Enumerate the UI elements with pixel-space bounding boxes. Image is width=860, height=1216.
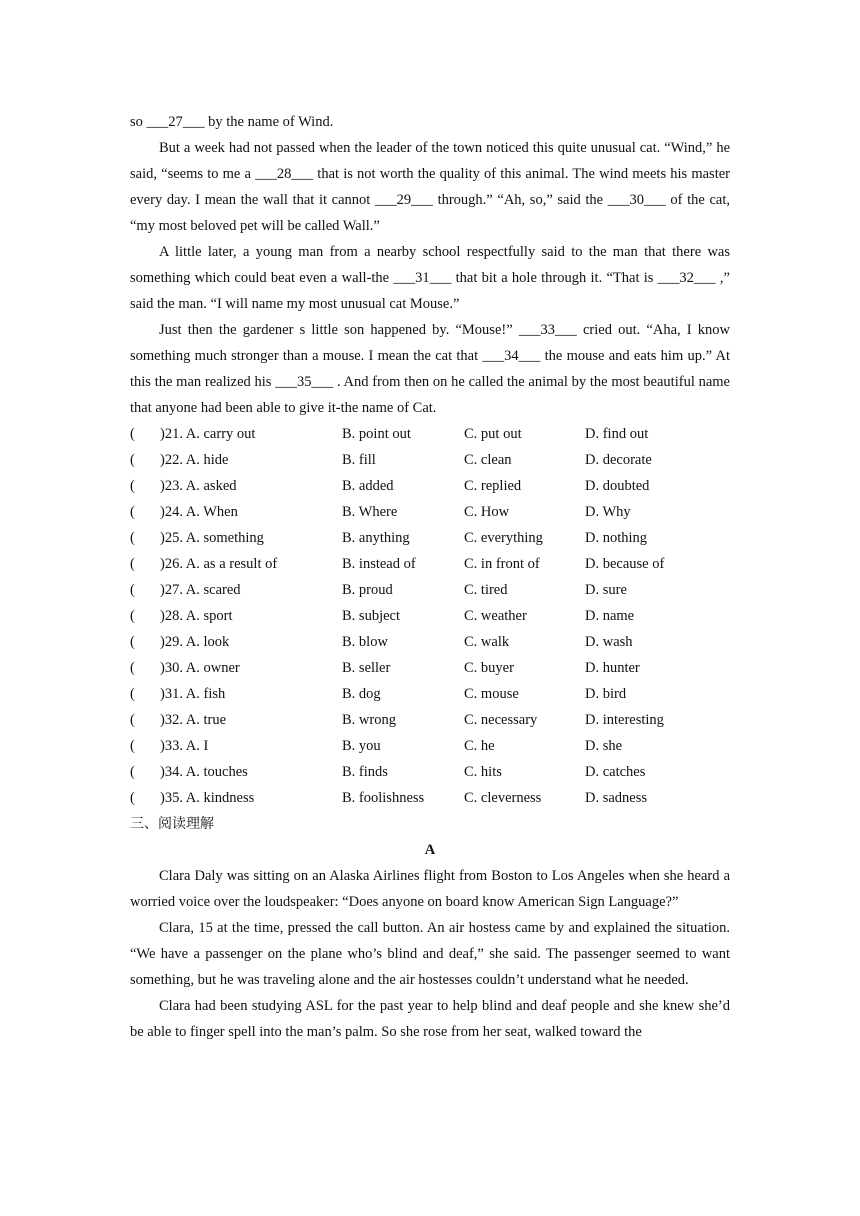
- option-c: C. cleverness: [464, 790, 542, 806]
- question-row: [130, 551, 730, 577]
- question-row: [130, 759, 730, 785]
- option-d: D. because of: [585, 556, 665, 572]
- option-c: C. necessary: [464, 712, 538, 728]
- answer-blank: (: [130, 712, 135, 728]
- option-b: B. fill: [342, 452, 376, 468]
- option-d: D. nothing: [585, 530, 648, 546]
- option-c: C. walk: [464, 634, 510, 650]
- option-d: D. she: [585, 738, 623, 754]
- option-d: D. sure: [585, 582, 627, 598]
- section-title: 三、阅读理解: [130, 816, 214, 832]
- option-d: D. doubted: [585, 478, 650, 494]
- question-row: [130, 499, 730, 525]
- option-a: )30. A. owner: [160, 660, 240, 676]
- option-a: )27. A. scared: [160, 582, 241, 598]
- option-d: D. hunter: [585, 660, 640, 676]
- option-a: )35. A. kindness: [160, 790, 255, 806]
- option-d: D. catches: [585, 764, 646, 780]
- reading-paragraph: Clara Daly was sitting on an Alaska Airlines flight from Boston to Los Angeles when she heard a worried voice over the loudspeaker: “Does anyone on board know American Sign Language?”: [130, 868, 730, 910]
- option-a: )22. A. hide: [160, 452, 229, 468]
- option-d: D. wash: [585, 634, 633, 650]
- option-d: D. sadness: [585, 790, 648, 806]
- reading-paragraph: Clara, 15 at the time, pressed the call button. An air hostess came by and explained the situation. “We have a passenger on the plane who’s blind and deaf,” she said. The passenger seemed to want something, but he was traveling alone and the air hostesses couldn’t understand what he needed.: [130, 920, 730, 988]
- option-b: B. foolishness: [342, 790, 425, 806]
- option-c: C. weather: [464, 608, 527, 624]
- passage-title: A: [424, 842, 436, 858]
- option-b: B. you: [342, 738, 381, 754]
- option-d: D. decorate: [585, 452, 652, 468]
- option-b: B. dog: [342, 686, 381, 702]
- answer-blank: (: [130, 634, 135, 650]
- option-d: D. Why: [585, 504, 631, 520]
- option-b: B. finds: [342, 764, 388, 780]
- option-a: )29. A. look: [160, 634, 230, 650]
- question-row: [130, 733, 730, 759]
- question-row: [130, 681, 730, 707]
- answer-blank: (: [130, 556, 135, 572]
- option-d: D. bird: [585, 686, 627, 702]
- answer-blank: (: [130, 582, 135, 598]
- question-row: [130, 603, 730, 629]
- answer-blank: (: [130, 478, 135, 494]
- option-b: B. added: [342, 478, 394, 494]
- option-c: C. tired: [464, 582, 508, 598]
- document-page: [130, 109, 730, 1045]
- answer-blank: (: [130, 660, 135, 676]
- question-row: [130, 629, 730, 655]
- option-c: C. replied: [464, 478, 522, 494]
- question-row: [130, 447, 730, 473]
- option-c: C. he: [464, 738, 495, 754]
- answer-blank: (: [130, 530, 135, 546]
- option-c: C. buyer: [464, 660, 514, 676]
- question-row: [130, 525, 730, 551]
- option-d: D. name: [585, 608, 635, 624]
- answer-blank: (: [130, 790, 135, 806]
- cloze-line: so ___27___ by the name of Wind.: [130, 114, 334, 130]
- option-b: B. blow: [342, 634, 388, 650]
- answer-blank: (: [130, 608, 135, 624]
- option-b: B. anything: [342, 530, 410, 546]
- option-b: B. wrong: [342, 712, 396, 728]
- option-a: )31. A. fish: [160, 686, 226, 702]
- option-a: )26. A. as a result of: [160, 556, 278, 572]
- cloze-paragraph: But a week had not passed when the leader of the town noticed this quite unusual cat. “Wind,” he said, “seems to me a ___28___ that is not worth the quality of this animal. The wind meets his master every day. I mean the wall that it cannot ___29___ through.” “Ah, so,” said the ___30___ of the cat, “my most beloved pet will be called Wall.”: [130, 140, 730, 234]
- question-row: [130, 421, 730, 447]
- option-b: B. Where: [342, 504, 398, 520]
- question-row: [130, 785, 730, 811]
- option-c: C. hits: [464, 764, 502, 780]
- answer-blank: (: [130, 686, 135, 702]
- option-c: C. put out: [464, 426, 522, 442]
- answer-blank: (: [130, 426, 135, 442]
- question-row: [130, 473, 730, 499]
- option-a: )21. A. carry out: [160, 426, 256, 442]
- option-b: B. proud: [342, 582, 393, 598]
- question-row: [130, 655, 730, 681]
- option-c: C. everything: [464, 530, 543, 546]
- cloze-paragraph: Just then the gardener s little son happened by. “Mouse!” ___33___ cried out. “Aha, I know something much stronger than a mouse. I mean the cat that ___34___ the mouse and eats him up.” At this the man realized his ___35___ . And from then on he called the animal by the most beautiful name that anyone had been able to give it-the name of Cat.: [130, 322, 730, 416]
- option-a: )34. A. touches: [160, 764, 248, 780]
- option-b: B. instead of: [342, 556, 416, 572]
- option-c: C. in front of: [464, 556, 540, 572]
- cloze-paragraph: A little later, a young man from a nearby school respectfully said to the man that there was something which could beat even a wall-the ___31___ that bit a hole through it. “That is ___32___ ,” said the man. “I will name my most unusual cat Mouse.”: [130, 244, 730, 312]
- option-a: )25. A. something: [160, 530, 264, 546]
- option-c: C. mouse: [464, 686, 519, 702]
- option-c: C. How: [464, 504, 510, 520]
- option-b: B. seller: [342, 660, 391, 676]
- question-row: [130, 577, 730, 603]
- option-b: B. subject: [342, 608, 400, 624]
- option-b: B. point out: [342, 426, 411, 442]
- option-d: D. interesting: [585, 712, 664, 728]
- option-d: D. find out: [585, 426, 649, 442]
- option-a: )33. A. I: [160, 738, 209, 754]
- answer-blank: (: [130, 504, 135, 520]
- answer-blank: (: [130, 764, 135, 780]
- option-a: )23. A. asked: [160, 478, 237, 494]
- reading-paragraph: Clara had been studying ASL for the past year to help blind and deaf people and she knew she’d be able to finger spell into the man’s palm. So she rose from her seat, walked toward the: [130, 998, 730, 1040]
- answer-blank: (: [130, 738, 135, 754]
- option-a: )28. A. sport: [160, 608, 233, 624]
- option-a: )24. A. When: [160, 504, 238, 520]
- question-list: [130, 421, 730, 811]
- option-c: C. clean: [464, 452, 512, 468]
- option-a: )32. A. true: [160, 712, 227, 728]
- question-row: [130, 707, 730, 733]
- answer-blank: (: [130, 452, 135, 468]
